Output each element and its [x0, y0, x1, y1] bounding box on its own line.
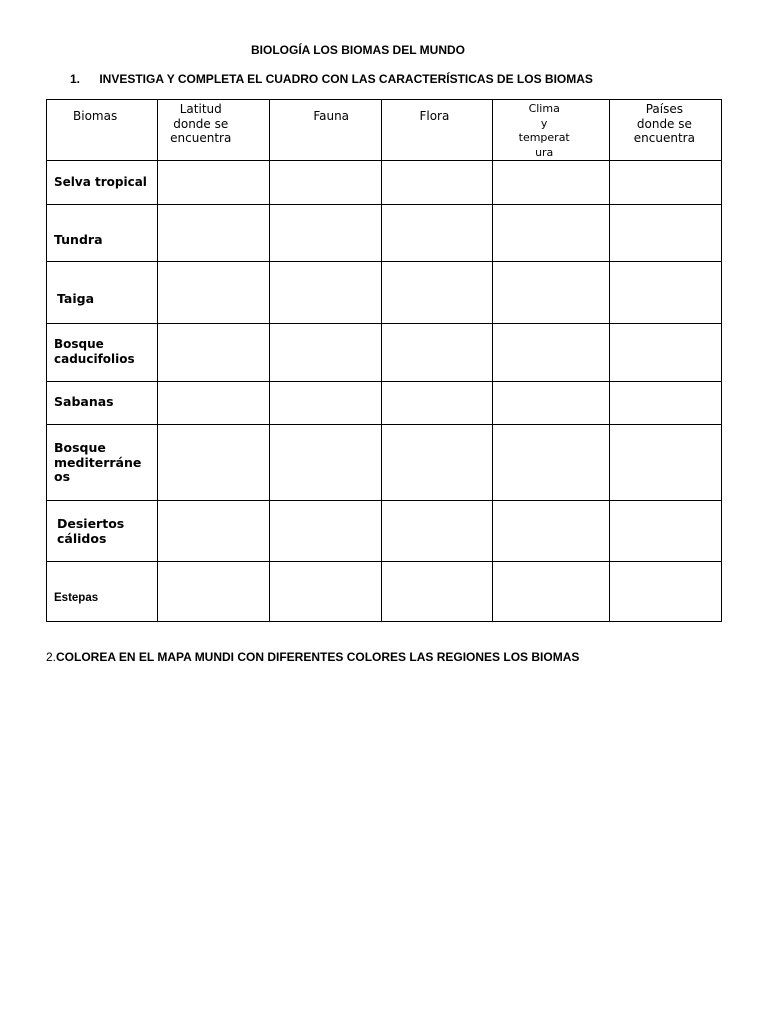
answer-cell[interactable]: [158, 501, 270, 562]
question-2: [46, 650, 579, 664]
table-header-row: [47, 100, 722, 161]
answer-cell[interactable]: [158, 205, 270, 262]
answer-cell[interactable]: [158, 161, 270, 205]
answer-cell[interactable]: [609, 425, 721, 501]
answer-cell[interactable]: [492, 562, 609, 622]
table-row: [47, 262, 722, 324]
answer-cell[interactable]: [609, 324, 721, 382]
answer-cell[interactable]: [382, 425, 492, 501]
header-fauna: Fauna: [270, 100, 382, 161]
answer-cell[interactable]: [492, 382, 609, 425]
header-biomas: Biomas: [47, 100, 158, 161]
answer-cell[interactable]: [492, 501, 609, 562]
row-label-selva-tropical: Selva tropical: [47, 161, 158, 205]
table-row: [47, 501, 722, 562]
row-label-taiga: Taiga: [47, 262, 158, 324]
answer-cell[interactable]: [158, 324, 270, 382]
header-latitud: Latitud donde se encuentra: [158, 100, 270, 161]
answer-cell[interactable]: [382, 205, 492, 262]
answer-cell[interactable]: [492, 205, 609, 262]
answer-cell[interactable]: [270, 161, 382, 205]
answer-cell[interactable]: [609, 562, 721, 622]
answer-cell[interactable]: [382, 324, 492, 382]
table-row: [47, 425, 722, 501]
answer-cell[interactable]: [609, 501, 721, 562]
question-1-text: INVESTIGA Y COMPLETA EL CUADRO CON LAS CARACTERÍSTICAS DE LOS BIOMAS: [99, 72, 593, 86]
answer-cell[interactable]: [158, 562, 270, 622]
answer-cell[interactable]: [609, 205, 721, 262]
answer-cell[interactable]: [270, 205, 382, 262]
table-row: [47, 205, 722, 262]
answer-cell[interactable]: [270, 562, 382, 622]
question-2-number: 2.: [46, 650, 57, 664]
answer-cell[interactable]: [158, 425, 270, 501]
answer-cell[interactable]: [270, 501, 382, 562]
answer-cell[interactable]: [492, 425, 609, 501]
row-label-estepas: Estepas: [47, 562, 158, 622]
row-label-bosque-mediterraneos: Bosque mediterráne os: [47, 425, 158, 501]
answer-cell[interactable]: [382, 501, 492, 562]
answer-cell[interactable]: [158, 262, 270, 324]
answer-cell[interactable]: [270, 425, 382, 501]
table-row: [47, 324, 722, 382]
table-row: [47, 562, 722, 622]
answer-cell[interactable]: [382, 562, 492, 622]
biomes-table: [46, 99, 722, 622]
row-label-tundra: Tundra: [47, 205, 158, 262]
answer-cell[interactable]: [382, 382, 492, 425]
header-clima: Clima y temperat ura: [492, 100, 609, 161]
header-flora: Flora: [382, 100, 492, 161]
document-title: BIOLOGÍA LOS BIOMAS DEL MUNDO: [250, 43, 465, 57]
answer-cell[interactable]: [492, 161, 609, 205]
table-row: [47, 161, 722, 205]
answer-cell[interactable]: [158, 382, 270, 425]
answer-cell[interactable]: [270, 324, 382, 382]
question-1-number: 1.: [70, 72, 81, 86]
answer-cell[interactable]: [609, 161, 721, 205]
answer-cell[interactable]: [382, 161, 492, 205]
row-label-sabanas: Sabanas: [47, 382, 158, 425]
answer-cell[interactable]: [492, 324, 609, 382]
row-label-bosque-caducifolios: Bosque caducifolios: [47, 324, 158, 382]
answer-cell[interactable]: [382, 262, 492, 324]
answer-cell[interactable]: [270, 262, 382, 324]
answer-cell[interactable]: [609, 262, 721, 324]
answer-cell[interactable]: [492, 262, 609, 324]
table-row: [47, 382, 722, 425]
answer-cell[interactable]: [270, 382, 382, 425]
question-1: [70, 72, 593, 86]
question-2-text: COLOREA EN EL MAPA MUNDI CON DIFERENTES COLORES LAS REGIONES LOS BIOMAS: [56, 650, 580, 664]
header-paises: Países donde se encuentra: [609, 100, 721, 161]
answer-cell[interactable]: [609, 382, 721, 425]
row-label-desiertos-calidos: Desiertos cálidos: [47, 501, 158, 562]
